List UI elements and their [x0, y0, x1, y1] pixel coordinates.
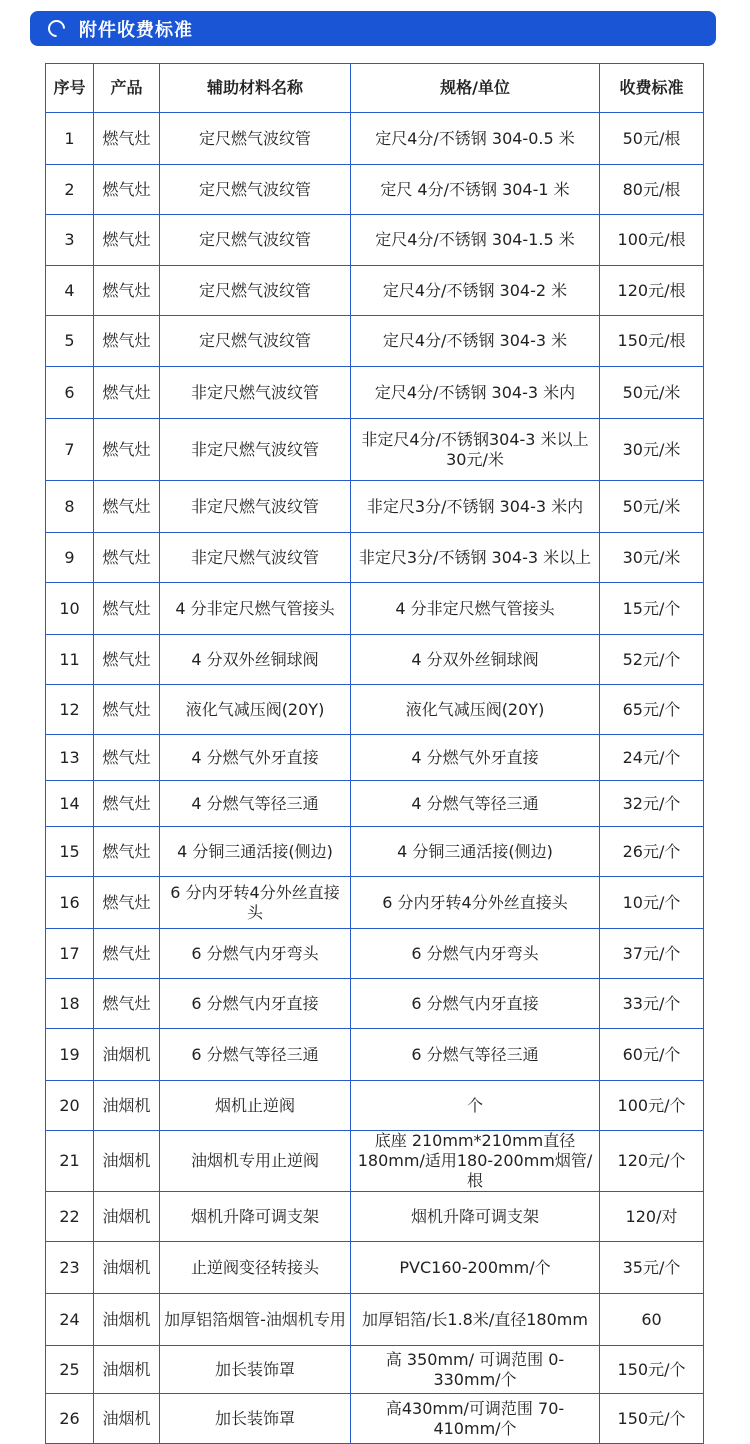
fee-table: [45, 63, 704, 1444]
cell-spec: 高 350mm/ 可调范围 0-330mm/个: [351, 1346, 600, 1394]
table-row: [46, 1192, 704, 1242]
table-row: [46, 929, 704, 979]
cell-fee: 32元/个: [600, 781, 704, 827]
cell-product: 油烟机: [94, 1242, 160, 1294]
cell-index: 14: [46, 781, 94, 827]
cell-product: 燃气灶: [94, 583, 160, 635]
cell-material: 加长装饰罩: [160, 1346, 351, 1394]
table-body: [46, 113, 704, 1444]
cell-material: 4 分双外丝铜球阀: [160, 635, 351, 685]
cell-product: 油烟机: [94, 1029, 160, 1081]
cell-fee: 150元/根: [600, 316, 704, 367]
table-row: [46, 827, 704, 877]
cell-spec: 定尺4分/不锈钢 304-0.5 米: [351, 113, 600, 165]
table-row: [46, 1131, 704, 1192]
cell-material: 4 分铜三通活接(侧边): [160, 827, 351, 877]
cell-material: 定尺燃气波纹管: [160, 266, 351, 316]
cell-fee: 50元/根: [600, 113, 704, 165]
cell-index: 7: [46, 419, 94, 481]
table-row: [46, 635, 704, 685]
column-header-material: 辅助材料名称: [160, 64, 351, 113]
cell-index: 9: [46, 533, 94, 583]
cell-spec: 非定尺3分/不锈钢 304-3 米内: [351, 481, 600, 533]
cell-spec: 4 分双外丝铜球阀: [351, 635, 600, 685]
cell-fee: 24元/个: [600, 735, 704, 781]
section-title: 附件收费标准: [79, 19, 193, 41]
table-row: [46, 316, 704, 367]
cell-fee: 33元/个: [600, 979, 704, 1029]
cell-index: 19: [46, 1029, 94, 1081]
table-row: [46, 877, 704, 929]
cell-material: 6 分燃气内牙直接: [160, 979, 351, 1029]
cell-fee: 120元/根: [600, 266, 704, 316]
cell-spec: 个: [351, 1081, 600, 1131]
cell-material: 油烟机专用止逆阀: [160, 1131, 351, 1192]
cell-fee: 30元/米: [600, 533, 704, 583]
cell-index: 13: [46, 735, 94, 781]
cell-material: 止逆阀变径转接头: [160, 1242, 351, 1294]
cell-spec: 4 分燃气等径三通: [351, 781, 600, 827]
table-row: [46, 266, 704, 316]
cell-product: 油烟机: [94, 1081, 160, 1131]
cell-index: 18: [46, 979, 94, 1029]
cell-index: 22: [46, 1192, 94, 1242]
cell-fee: 50元/米: [600, 367, 704, 419]
cell-fee: 15元/个: [600, 583, 704, 635]
table-row: [46, 165, 704, 215]
fee-table-container: [45, 63, 703, 1444]
cell-index: 16: [46, 877, 94, 929]
cell-product: 油烟机: [94, 1294, 160, 1346]
cell-product: 油烟机: [94, 1394, 160, 1444]
cell-material: 定尺燃气波纹管: [160, 316, 351, 367]
table-row: [46, 1242, 704, 1294]
cell-spec: 定尺4分/不锈钢 304-3 米内: [351, 367, 600, 419]
cell-product: 燃气灶: [94, 827, 160, 877]
cell-product: 燃气灶: [94, 266, 160, 316]
cell-index: 12: [46, 685, 94, 735]
cell-fee: 100元/个: [600, 1081, 704, 1131]
cell-product: 燃气灶: [94, 781, 160, 827]
cell-material: 液化气减压阀(20Y): [160, 685, 351, 735]
table-row: [46, 1029, 704, 1081]
cell-product: 燃气灶: [94, 685, 160, 735]
cell-material: 4 分非定尺燃气管接头: [160, 583, 351, 635]
table-row: [46, 1294, 704, 1346]
table-row: [46, 481, 704, 533]
table-row: [46, 1081, 704, 1131]
cell-material: 非定尺燃气波纹管: [160, 367, 351, 419]
cell-product: 燃气灶: [94, 877, 160, 929]
cell-fee: 60: [600, 1294, 704, 1346]
cell-fee: 100元/根: [600, 215, 704, 266]
column-header-fee: 收费标准: [600, 64, 704, 113]
table-header-row: [46, 64, 704, 113]
cell-spec: 高430mm/可调范围 70-410mm/个: [351, 1394, 600, 1444]
column-header-product: 产品: [94, 64, 160, 113]
cell-spec: PVC160-200mm/个: [351, 1242, 600, 1294]
cell-spec: 6 分内牙转4分外丝直接头: [351, 877, 600, 929]
cell-spec: 6 分燃气内牙直接: [351, 979, 600, 1029]
cell-index: 21: [46, 1131, 94, 1192]
cell-product: 燃气灶: [94, 215, 160, 266]
table-row: [46, 735, 704, 781]
cell-index: 17: [46, 929, 94, 979]
cell-spec: 6 分燃气内牙弯头: [351, 929, 600, 979]
table-row: [46, 367, 704, 419]
cell-spec: 液化气减压阀(20Y): [351, 685, 600, 735]
table-row: [46, 1394, 704, 1444]
cell-product: 燃气灶: [94, 635, 160, 685]
cell-material: 4 分燃气等径三通: [160, 781, 351, 827]
cell-index: 2: [46, 165, 94, 215]
cell-product: 燃气灶: [94, 113, 160, 165]
table-row: [46, 1346, 704, 1394]
cell-product: 燃气灶: [94, 929, 160, 979]
cell-fee: 52元/个: [600, 635, 704, 685]
cell-index: 8: [46, 481, 94, 533]
cell-spec: 定尺4分/不锈钢 304-2 米: [351, 266, 600, 316]
table-row: [46, 533, 704, 583]
cell-product: 燃气灶: [94, 367, 160, 419]
cell-product: 燃气灶: [94, 316, 160, 367]
table-row: [46, 113, 704, 165]
cell-spec: 底座 210mm*210mm直径180mm/适用180-200mm烟管/根: [351, 1131, 600, 1192]
cell-material: 非定尺燃气波纹管: [160, 419, 351, 481]
column-header-index: 序号: [46, 64, 94, 113]
column-header-spec: 规格/单位: [351, 64, 600, 113]
cell-fee: 37元/个: [600, 929, 704, 979]
section-header: [30, 11, 716, 46]
cell-fee: 50元/米: [600, 481, 704, 533]
cell-material: 6 分内牙转4分外丝直接头: [160, 877, 351, 929]
cell-index: 1: [46, 113, 94, 165]
cell-fee: 35元/个: [600, 1242, 704, 1294]
cell-fee: 80元/根: [600, 165, 704, 215]
cell-material: 6 分燃气等径三通: [160, 1029, 351, 1081]
cell-product: 油烟机: [94, 1346, 160, 1394]
cell-index: 5: [46, 316, 94, 367]
cell-index: 11: [46, 635, 94, 685]
cell-material: 加长装饰罩: [160, 1394, 351, 1444]
cell-fee: 65元/个: [600, 685, 704, 735]
cell-material: 非定尺燃气波纹管: [160, 533, 351, 583]
cell-index: 4: [46, 266, 94, 316]
cell-index: 25: [46, 1346, 94, 1394]
cell-spec: 非定尺3分/不锈钢 304-3 米以上: [351, 533, 600, 583]
cell-fee: 150元/个: [600, 1394, 704, 1444]
table-row: [46, 685, 704, 735]
cell-product: 油烟机: [94, 1192, 160, 1242]
table-row: [46, 215, 704, 266]
cell-fee: 26元/个: [600, 827, 704, 877]
cell-product: 油烟机: [94, 1131, 160, 1192]
table-row: [46, 781, 704, 827]
cell-fee: 150元/个: [600, 1346, 704, 1394]
cell-fee: 60元/个: [600, 1029, 704, 1081]
cell-product: 燃气灶: [94, 419, 160, 481]
ring-icon: [44, 16, 68, 40]
cell-product: 燃气灶: [94, 481, 160, 533]
cell-spec: 定尺4分/不锈钢 304-1.5 米: [351, 215, 600, 266]
cell-spec: 4 分铜三通活接(侧边): [351, 827, 600, 877]
cell-index: 23: [46, 1242, 94, 1294]
cell-index: 20: [46, 1081, 94, 1131]
cell-material: 烟机升降可调支架: [160, 1192, 351, 1242]
cell-material: 6 分燃气内牙弯头: [160, 929, 351, 979]
cell-product: 燃气灶: [94, 979, 160, 1029]
cell-index: 15: [46, 827, 94, 877]
cell-product: 燃气灶: [94, 533, 160, 583]
cell-product: 燃气灶: [94, 165, 160, 215]
cell-index: 26: [46, 1394, 94, 1444]
cell-material: 烟机止逆阀: [160, 1081, 351, 1131]
cell-index: 3: [46, 215, 94, 266]
cell-product: 燃气灶: [94, 735, 160, 781]
cell-fee: 30元/米: [600, 419, 704, 481]
cell-spec: 4 分燃气外牙直接: [351, 735, 600, 781]
cell-index: 6: [46, 367, 94, 419]
cell-index: 10: [46, 583, 94, 635]
cell-index: 24: [46, 1294, 94, 1346]
cell-material: 定尺燃气波纹管: [160, 215, 351, 266]
cell-material: 定尺燃气波纹管: [160, 113, 351, 165]
cell-spec: 加厚铝箔/长1.8米/直径180mm: [351, 1294, 600, 1346]
cell-fee: 120元/个: [600, 1131, 704, 1192]
table-row: [46, 583, 704, 635]
cell-spec: 烟机升降可调支架: [351, 1192, 600, 1242]
cell-material: 定尺燃气波纹管: [160, 165, 351, 215]
table-row: [46, 979, 704, 1029]
cell-fee: 120/对: [600, 1192, 704, 1242]
cell-fee: 10元/个: [600, 877, 704, 929]
cell-spec: 定尺4分/不锈钢 304-3 米: [351, 316, 600, 367]
cell-spec: 非定尺4分/不锈钢304-3 米以上30元/米: [351, 419, 600, 481]
cell-spec: 4 分非定尺燃气管接头: [351, 583, 600, 635]
cell-material: 非定尺燃气波纹管: [160, 481, 351, 533]
cell-spec: 定尺 4分/不锈钢 304-1 米: [351, 165, 600, 215]
cell-spec: 6 分燃气等径三通: [351, 1029, 600, 1081]
cell-material: 加厚铝箔烟管-油烟机专用: [160, 1294, 351, 1346]
cell-material: 4 分燃气外牙直接: [160, 735, 351, 781]
table-row: [46, 419, 704, 481]
